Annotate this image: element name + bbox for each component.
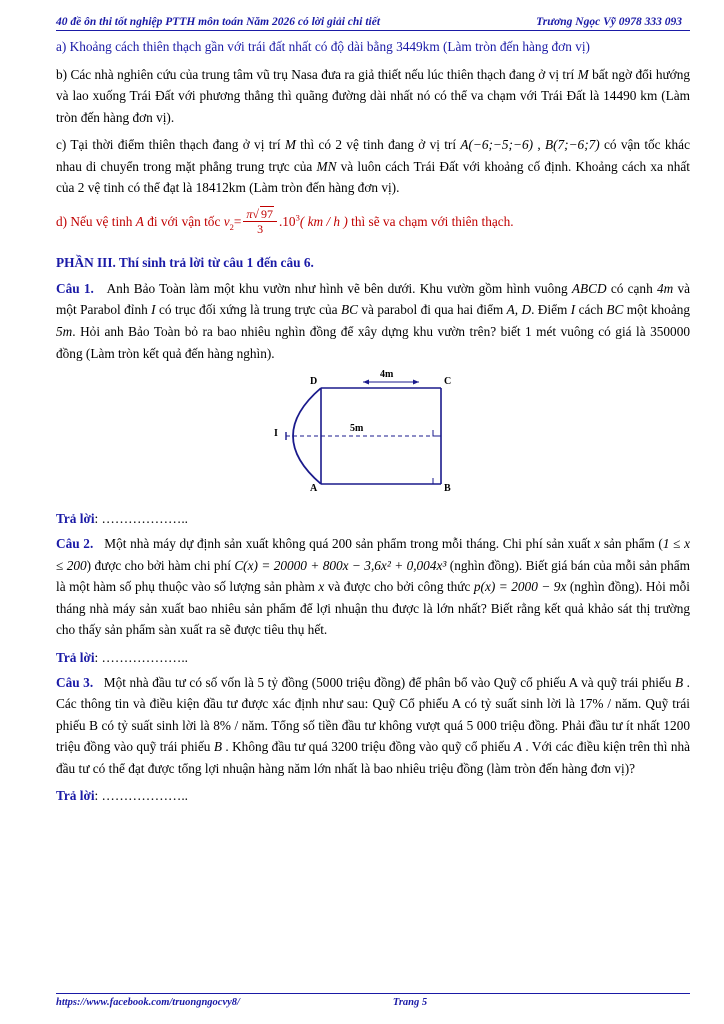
- question-2-answer-label: Trả lời: [56, 649, 95, 665]
- question-1-text-3: và một Parabol đỉnh: [56, 280, 691, 318]
- question-3: [56, 672, 690, 780]
- question-1-text-2: có cạnh: [606, 280, 657, 296]
- footer-url[interactable]: https://www.facebook.com/truongngocvy8/: [56, 997, 240, 1008]
- question-1-square-abcd: ABCD: [571, 280, 607, 296]
- question-3-answer-dots[interactable]: : ………………..: [94, 788, 188, 804]
- header-left-text: 40 đề ôn thi tốt nghiệp PTTH môn toán Năm 2026 có lời giải chi tiết: [56, 16, 381, 28]
- question-1: [56, 278, 690, 364]
- item-d-power-base: .10: [278, 213, 296, 229]
- item-c-text-3: ,: [533, 137, 545, 153]
- item-a: [56, 36, 690, 58]
- item-d-fraction: [243, 208, 277, 236]
- question-1-vertex-i: I: [151, 302, 156, 318]
- item-d-equals: =: [233, 213, 242, 229]
- figure-label-d: D: [310, 376, 318, 388]
- question-1-side-length: 4m: [656, 280, 674, 296]
- question-3-total-limit: 5 000: [466, 717, 497, 733]
- question-2-text-4: ) được cho bởi hàm chi phí: [86, 557, 235, 573]
- item-d-unit: ( km / h ): [299, 213, 348, 229]
- item-d: [56, 206, 690, 237]
- question-1-text-4: có trục đối xứng là trung trực của: [155, 302, 341, 318]
- item-b-text-1: b) Các nhà nghiên cứu của trung tâm vũ trụ Nasa đưa ra giả thiết nếu lúc thiên thạch đang ở vị trí: [56, 66, 578, 82]
- question-2-var-x-1: x: [594, 536, 601, 552]
- item-d-text-3: thì sẽ va chạm với thiên thạch.: [347, 213, 514, 229]
- footer-page-number: Trang 5: [392, 997, 428, 1008]
- question-1-answer-label: Trả lời: [56, 511, 95, 527]
- question-2-text-3: sản phẩm (: [600, 536, 663, 552]
- item-c-point-b: B(7;−6;7): [544, 137, 600, 153]
- sqrt-radicand: 97: [260, 206, 273, 221]
- item-d-velocity-symbol: v: [223, 213, 230, 229]
- header-right-text: Trương Ngọc Vỹ 0978 333 093: [536, 16, 682, 28]
- item-d-text-2: đi với vận tốc: [143, 213, 224, 229]
- question-2-max-products: 200: [332, 536, 352, 552]
- item-b: [56, 64, 690, 129]
- pi-symbol: π: [246, 206, 253, 221]
- question-3-text-4: triệu đồng. Phải đầu tư ít nhất 1200 triệu đồng vào quỹ trái phiếu: [56, 717, 690, 755]
- question-1-figure-wrap: [56, 370, 690, 502]
- figure-label-i: I: [274, 428, 278, 440]
- item-d-power-exponent: 3: [295, 212, 300, 223]
- question-1-label: Câu 1.: [56, 280, 94, 296]
- question-2-label: Câu 2.: [56, 536, 94, 552]
- question-1-vertex-i-2: I: [570, 302, 576, 318]
- question-2-answer-dots[interactable]: : ………………..: [94, 649, 188, 665]
- item-d-velocity-subscript: 2: [229, 221, 234, 232]
- question-1-points-ad: A, D: [506, 302, 532, 318]
- question-2-range: 1 ≤ x ≤ 200: [56, 536, 690, 573]
- question-3-text-6: . Với các điều kiện trên thì nhà đầu tư có thể đạt được tổng lợi nhuận hàng năm lớn nhất là bao nhiêu triệu đồng (làm tròn đến hàng đơn vị)?: [56, 739, 691, 776]
- question-1-answer-dots[interactable]: : ………………..: [94, 511, 188, 527]
- garden-figure: [243, 370, 503, 502]
- item-c-text-5: và luôn cách Trái Đất với khoảng cố định. Khoảng cách xa nhất của 2 vệ tinh có thể đạt là 18412km (Làm tròn đến hàng đơn vị).: [56, 158, 690, 196]
- item-c: [56, 134, 690, 199]
- question-2-cost-function: C(x) = 20000 + 800x − 3,6x² + 0,004x³: [234, 557, 447, 573]
- question-1-answer: [56, 511, 690, 527]
- question-2-answer: [56, 650, 690, 666]
- page-footer: [56, 993, 690, 1008]
- item-b-point-m: M: [577, 66, 589, 82]
- item-c-text-1: c) Tại thời điểm thiên thạch đang ở vị trí: [56, 137, 285, 153]
- item-a-text: a) Khoảng cách thiên thạch gần với trái đất nhất có độ dài bằng 3449km (Làm tròn đến hàng đơn vị): [56, 39, 590, 54]
- question-3-answer-label: Trả lời: [56, 788, 95, 804]
- item-c-point-m: M: [284, 137, 296, 153]
- fraction-denominator: 3: [257, 222, 264, 237]
- figure-label-top-4m: 4m: [380, 369, 394, 381]
- question-2-text-7: (nghìn đồng). Hỏi mỗi tháng nhà máy sản xuất bao nhiêu sản phẩm để lợi nhuận thu được là lớn nhất? Biết rằng kết quả khảo sát thị trường cho thấy sản phẩm sàn xuất ra sẽ được tiêu thụ hết.: [56, 579, 691, 638]
- question-1-text-9: . Hỏi anh Bảo Toàn bỏ ra bao nhiêu nghìn đồng để xây dựng khu vườn trên? biết 1 mét vuông có giá là 350000 đồng (Làm tròn kết quả đến hàng nghìn).: [56, 323, 690, 361]
- question-3-text-1: Một nhà đầu tư có số vốn là 5 tỷ đồng (: [103, 674, 317, 690]
- item-d-text-1: d) Nếu vệ tinh: [56, 213, 136, 229]
- item-c-segment-mn: MN: [316, 158, 337, 174]
- question-1-text-8: một khoảng: [623, 302, 691, 318]
- question-2-text-6: và được cho bởi công thức: [324, 579, 474, 595]
- question-3-text-2: triệu đồng) để phân bổ vào Quỹ cổ phiếu A và quỹ trái phiếu: [342, 674, 675, 690]
- question-3-capital: 5000: [316, 674, 343, 690]
- question-3-fund-a: A: [513, 739, 522, 755]
- figure-label-mid-5m: 5m: [347, 423, 366, 434]
- item-b-text-2: bất ngờ đổi hướng và lao xuống Trái Đất với phương thẳng thì quãng đường dài nhất nó có thể va chạm với Trái Đất là 14490 km (Làm tròn đến hàng đơn vị).: [56, 66, 690, 125]
- question-2-text-5: (nghìn đồng). Biết giá bán của mỗi sản phẩm là một hàm số phụ thuộc vào số lượng sản phàm: [56, 557, 690, 595]
- question-3-fund-b-2: B: [213, 739, 222, 755]
- question-3-text-5: . Không đầu tư quá 3200 triệu đồng vào quỹ cổ phiếu: [221, 739, 514, 755]
- item-c-text-2: thì có 2 vệ tinh đang ở vị trí: [295, 137, 461, 153]
- question-1-text-1: Anh Bảo Toàn làm một khu vườn như hình vẽ bên dưới. Khu vườn gồm hình vuông: [106, 280, 572, 296]
- section-title: PHẦN III. Thí sinh trả lời từ câu 1 đến câu 6.: [56, 254, 314, 270]
- figure-label-c: C: [444, 376, 452, 388]
- question-3-text-3: . Các thông tin và điều kiện đầu tư được xác định như sau: Quỹ Cổ phiếu A có tỷ suất sinh lời là 17% / năm. Quỹ trái phiếu B có tỷ suất sinh lời là 8% / năm. Tổng số tiền đầu tư không vượt quá: [56, 674, 690, 733]
- question-1-segment-bc: BC: [340, 302, 358, 318]
- question-1-text-5: và parabol đi qua hai điểm: [357, 302, 507, 318]
- question-1-distance: 5m: [56, 323, 73, 339]
- question-1-text-6: . Điểm: [531, 302, 571, 318]
- question-2-var-x-2: x: [318, 579, 325, 595]
- question-3-answer: [56, 788, 690, 804]
- figure-label-a: A: [310, 483, 318, 495]
- question-2: [56, 533, 690, 641]
- question-1-text-7: cách: [575, 302, 607, 318]
- item-c-point-a: A(−6;−5;−6): [460, 137, 534, 153]
- question-2-text-1: Một nhà máy dự định sản xuất không quá: [104, 536, 332, 552]
- item-c-text-4: có vận tốc khác nhau di chuyển trong mặt phẳng trung trực của: [56, 137, 690, 174]
- fraction-numerator: π√ 97: [243, 208, 277, 223]
- question-3-fund-b: B: [675, 674, 684, 690]
- garden-diagram-svg: [243, 370, 503, 502]
- question-1-segment-bc-2: BC: [606, 302, 624, 318]
- question-2-text-2: sản phẩm trong mỗi tháng. Chi phí sản xuất: [351, 536, 595, 552]
- question-2-price-function: p(x) = 2000 − 9x: [473, 579, 567, 595]
- page-header: [56, 16, 690, 31]
- figure-label-b: B: [444, 483, 451, 495]
- question-3-label: Câu 3.: [56, 674, 94, 690]
- item-d-satellite-a: A: [135, 213, 144, 229]
